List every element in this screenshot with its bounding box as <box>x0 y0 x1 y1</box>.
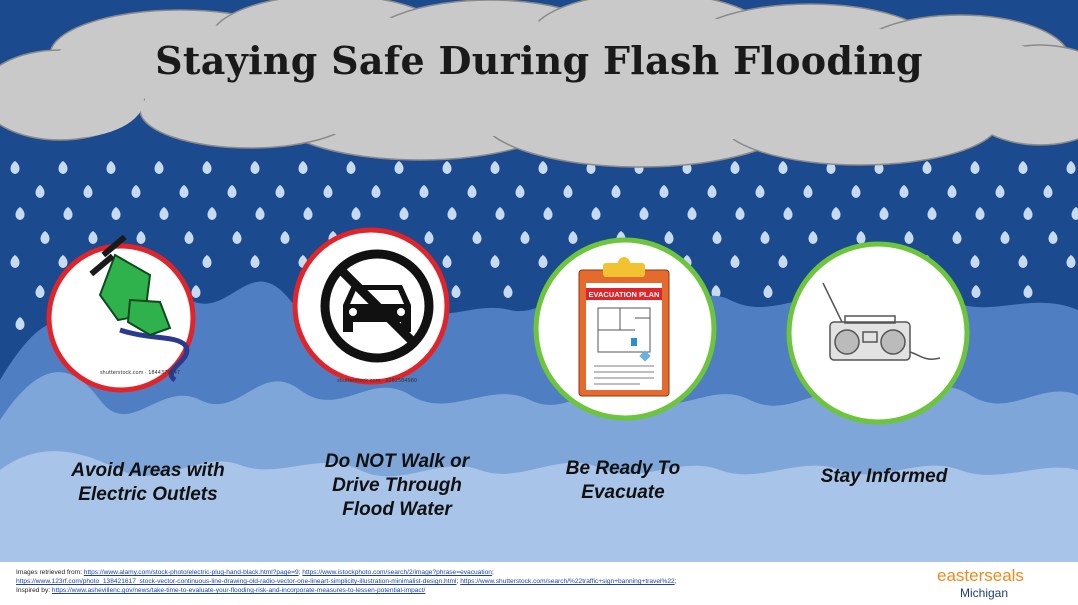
footer-prefix: Inspired by: <box>16 587 52 594</box>
source-link[interactable]: https://www.alamy.com/stock-photo/electric-plug-hand-black.html?page=9 <box>83 569 299 576</box>
easterseals-logo: easterseals <box>937 566 1024 585</box>
caption-line: Flood Water <box>342 499 452 520</box>
image-credit: shutterstock.com · 2062584980 <box>336 378 418 384</box>
tip-evacuate <box>536 240 714 418</box>
caption-line: Electric Outlets <box>78 484 218 505</box>
tip-caption-outlets <box>40 459 256 507</box>
tip-flood-water <box>295 230 447 384</box>
caption-line: Stay Informed <box>820 466 948 487</box>
footer <box>0 562 1078 605</box>
image-credit: shutterstock.com · 1844379247 <box>99 370 181 376</box>
source-link[interactable]: https://www.123rf.com/photo_138421617_stock-vector-continuous-line-drawing-old-radio-vector-one-lineart-simplicity-illustration-minimalist-design.html <box>16 578 457 585</box>
inspired-by-line <box>16 586 425 595</box>
inspired-link[interactable]: https://www.ashevillenc.gov/news/take-time-to-evaluate-your-flooding-risk-and-incorporate-measures-to-lessen-potential-impact/ <box>51 587 426 594</box>
evacuation-plan-clipboard-icon <box>579 257 669 396</box>
caption-line: Evacuate <box>581 482 665 503</box>
tip-stay-informed <box>789 244 967 422</box>
source-link[interactable]: https://www.istockphoto.com/search/2/image?phrase=evacuation <box>302 569 492 576</box>
page-title: Staying Safe During Flash Flooding <box>155 38 923 83</box>
caption-line: Avoid Areas with <box>71 460 225 481</box>
caption-line: Do NOT Walk or <box>324 451 470 472</box>
tip-caption-flood-water <box>290 450 504 522</box>
image-sources-line: https://www.123rf.com/photo_138421617_stock-vector-continuous-line-drawing-old-radio-vector-one-lineart-simplicity-illustration-minimalist-design.html; https://www.shutterstock.com/search/%22traffic+sign+banning+travel%22; <box>16 578 677 585</box>
caption-line: Be Ready To <box>565 458 681 479</box>
source-link[interactable]: https://www.shutterstock.com/search/%22traffic+sign+banning+travel%22 <box>460 578 675 585</box>
image-sources-line: Images retrieved from: https://www.alamy.com/stock-photo/electric-plug-hand-black.html?page=9; https://www.istockphoto.com/search/2/image?phrase=evacuation; <box>16 569 494 576</box>
tip-caption-evacuate <box>535 457 711 505</box>
svg-text:EVACUATION PLAN: EVACUATION PLAN <box>588 290 660 299</box>
tip-caption-stay-informed <box>790 465 978 489</box>
easterseals-logo-sub: Michigan <box>960 586 1009 600</box>
footer-prefix: Images retrieved from: <box>16 569 84 576</box>
caption-line: Drive Through <box>332 475 462 496</box>
